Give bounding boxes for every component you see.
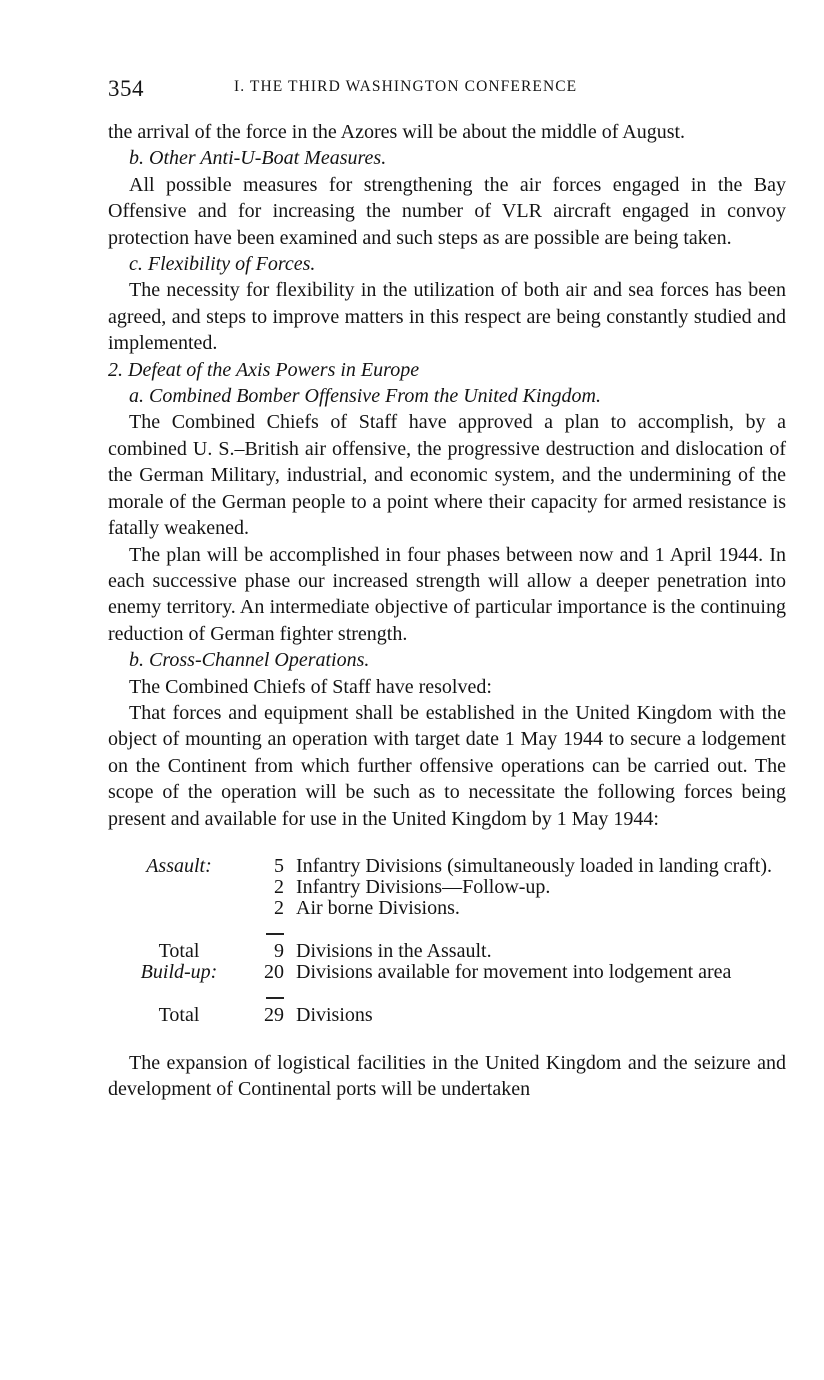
- paragraph-flexibility: The necessity for flexibility in the utilization of both air and sea forces has been agreed, and steps to improve matters in this respect are being constantly studied and implemented.: [108, 279, 786, 355]
- force-description: Infantry Divisions (simultaneously loaded in landing craft).: [296, 854, 773, 877]
- force-count: 2: [274, 896, 284, 919]
- table-row: [108, 962, 786, 983]
- paragraph-four-phases: The plan will be accomplished in four phases between now and 1 April 1944. In each successive phase our increased strength will allow a deeper penetration into enemy territory. An intermediate objective of particular importance is the continuing reduction of German fighter strength.: [108, 543, 786, 645]
- subheading-combined-bomber: a. Combined Bomber Offensive From the United Kingdom.: [129, 385, 601, 408]
- running-head: I. THE THIRD WASHINGTON CONFERENCE: [234, 78, 578, 95]
- subheading-flexibility: c. Flexibility of Forces.: [129, 253, 316, 276]
- section-heading-defeat-axis: 2. Defeat of the Axis Powers in Europe: [108, 358, 420, 381]
- grand-total-description: Divisions: [296, 1003, 373, 1026]
- grand-total-label: Total: [158, 1003, 200, 1026]
- table-row: [108, 856, 786, 877]
- sum-rule-row: [108, 983, 786, 1005]
- paragraph-logistics: The expansion of logistical facilities in the United Kingdom and the seizure and development of Continental ports will be undertaken: [108, 1051, 786, 1101]
- paragraph-bomber-plan: The Combined Chiefs of Staff have approved a plan to accomplish, by a combined U. S.–British air offensive, the progressive destruction and dislocation of the German Military, industrial, and economic system, and the undermining of the morale of the German people to a point where their capacity for armed resistance is fatally weakened.: [108, 411, 786, 540]
- sum-rule-row: [108, 919, 786, 941]
- force-count: 5: [274, 854, 284, 877]
- force-description: Infantry Divisions—Follow-up.: [296, 875, 551, 898]
- page-body: [108, 119, 786, 1103]
- page-header: [108, 74, 788, 106]
- paragraph-resolved: The Combined Chiefs of Staff have resolved:: [129, 675, 492, 698]
- paragraph-air-forces: All possible measures for strengthening the air forces engaged in the Bay Offensive and for increasing the number of VLR aircraft engaged in convoy protection have been examined and such steps as are possible are being taken.: [108, 173, 786, 249]
- buildup-count: 20: [264, 960, 284, 983]
- total-count: 9: [274, 939, 284, 962]
- sum-rule: [266, 933, 284, 935]
- table-row: [108, 898, 786, 919]
- total-description: Divisions in the Assault.: [296, 939, 492, 962]
- buildup-label: Build-up:: [140, 960, 218, 983]
- page-number: 354: [108, 76, 144, 101]
- buildup-description: Divisions available for movement into lodgement area: [296, 960, 732, 983]
- table-row: [108, 1005, 786, 1026]
- subheading-cross-channel: b. Cross-Channel Operations.: [129, 649, 370, 672]
- force-count: 2: [274, 875, 284, 898]
- total-label: Total: [158, 939, 200, 962]
- table-row: [108, 941, 786, 962]
- paragraph-forces-equipment: That forces and equipment shall be established in the United Kingdom with the object of mounting an operation with target date 1 May 1944 to secure a lodgement on the Continent from which further offensive operations can be carried out. The scope of the operation will be such as to necessitate the following forces being present and available for use in the United Kingdom by 1 May 1944:: [108, 701, 786, 830]
- force-description: Air borne Divisions.: [296, 896, 460, 919]
- subheading-other-anti-uboat: b. Other Anti-U-Boat Measures.: [129, 147, 387, 170]
- table-row: [108, 877, 786, 898]
- forces-table: [108, 856, 786, 1026]
- grand-total-count: 29: [264, 1003, 284, 1026]
- sum-rule: [266, 997, 284, 999]
- assault-label: Assault:: [146, 854, 212, 877]
- paragraph-continuation: the arrival of the force in the Azores will be about the middle of August.: [108, 121, 686, 143]
